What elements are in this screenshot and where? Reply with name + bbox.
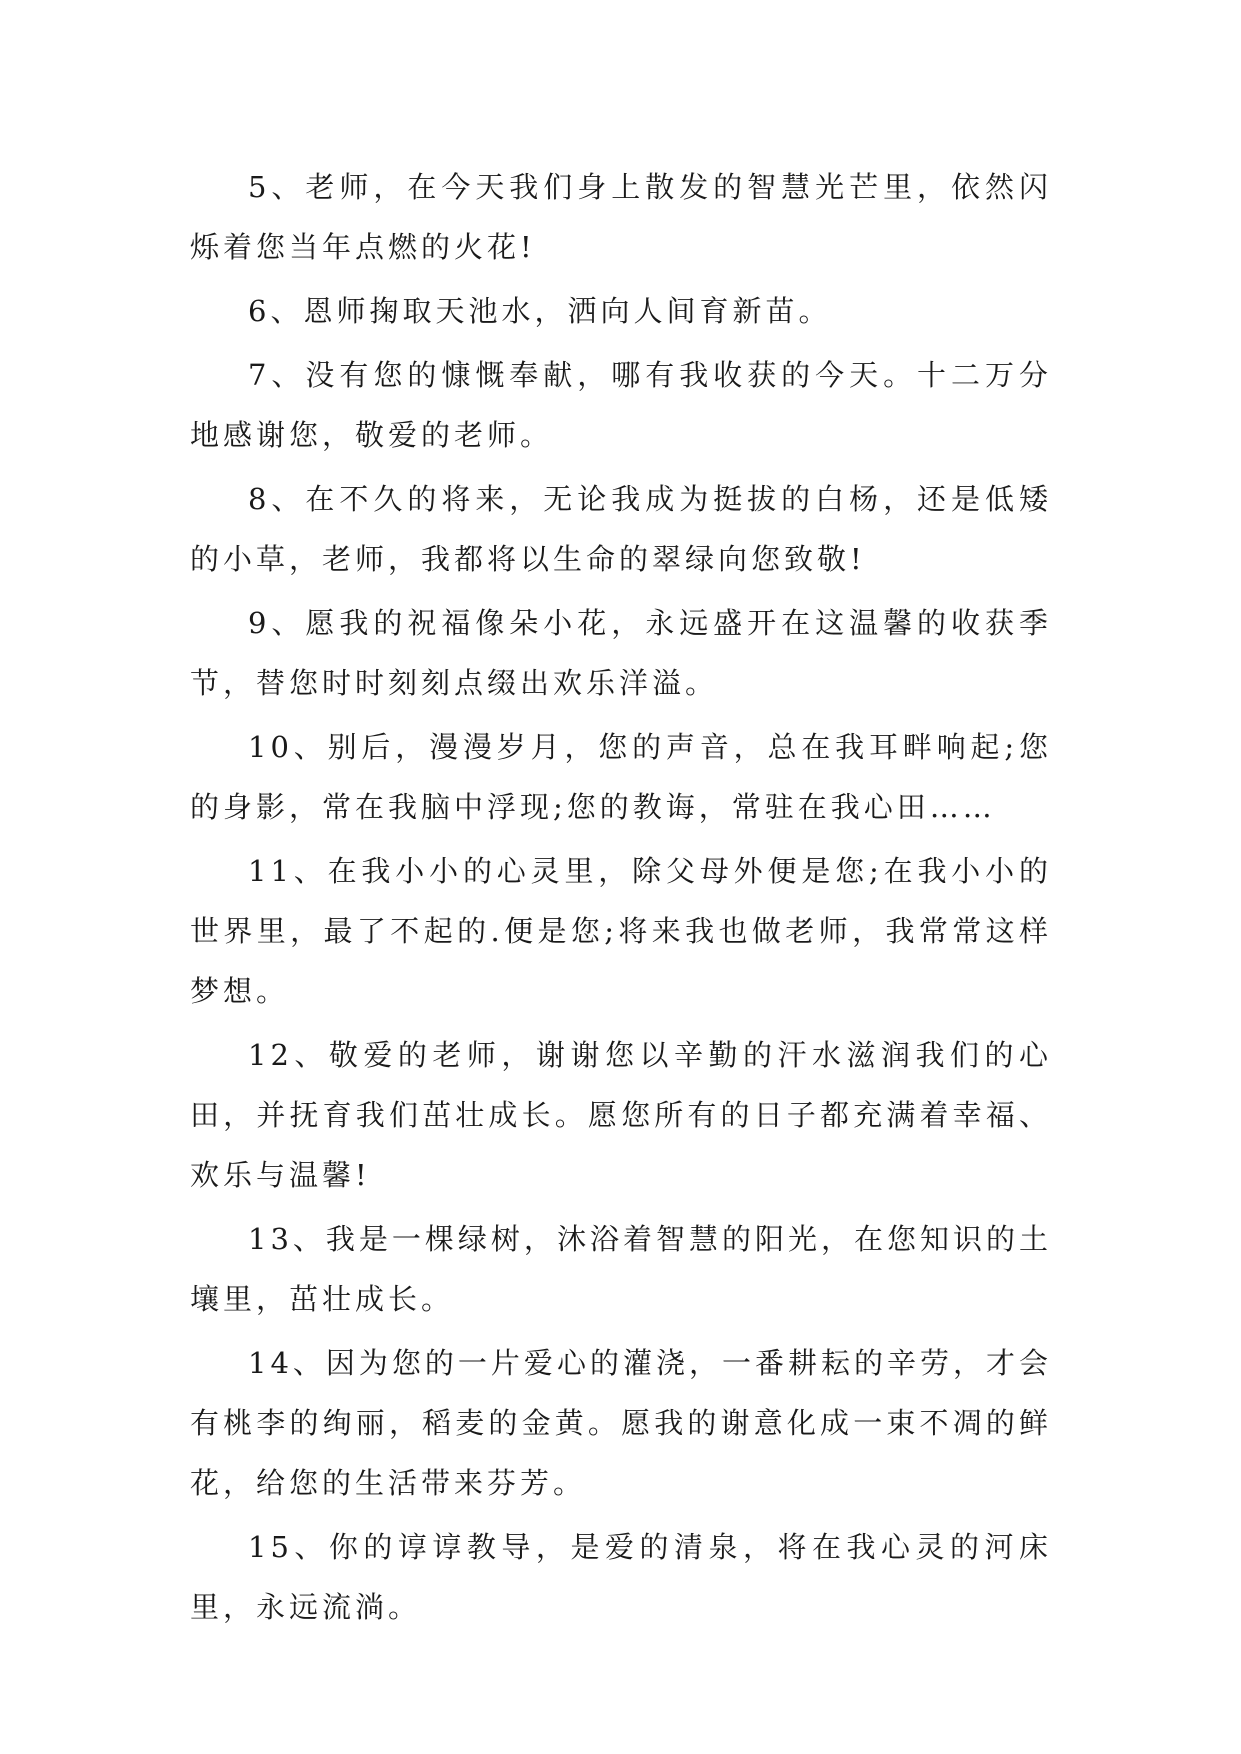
- paragraph-12: 12、敬爱的老师，谢谢您以辛勤的汗水滋润我们的心田，并抚育我们茁壮成长。愿您所有的日子都充满着幸福、欢乐与温馨!: [190, 1038, 1052, 1192]
- document-body: [190, 157, 1052, 1641]
- paragraph-8: 8、在不久的将来，无论我成为挺拔的白杨，还是低矮的小草，老师，我都将以生命的翠绿向您致敬!: [190, 482, 1052, 576]
- paragraph-13: 13、我是一棵绿树，沐浴着智慧的阳光，在您知识的土壤里，茁壮成长。: [190, 1222, 1052, 1316]
- paragraph-14: 14、因为您的一片爱心的灌浇，一番耕耘的辛劳，才会有桃李的绚丽，稻麦的金黄。愿我的谢意化成一束不凋的鲜花，给您的生活带来芬芳。: [190, 1346, 1052, 1500]
- paragraph-5: 5、老师，在今天我们身上散发的智慧光芒里，依然闪烁着您当年点燃的火花!: [190, 170, 1052, 264]
- paragraph-7: 7、没有您的慷慨奉献，哪有我收获的今天。十二万分地感谢您，敬爱的老师。: [190, 358, 1052, 452]
- paragraph-6: 6、恩师掬取天池水，洒向人间育新苗。: [248, 294, 832, 328]
- paragraph-15: 15、你的谆谆教导，是爱的清泉，将在我心灵的河床里，永远流淌。: [190, 1530, 1052, 1624]
- paragraph-10: 10、别后，漫漫岁月，您的声音，总在我耳畔响起;您的身影，常在我脑中浮现;您的教诲，常驻在我心田……: [190, 730, 1052, 824]
- paragraph-9: 9、愿我的祝福像朵小花，永远盛开在这温馨的收获季节，替您时时刻刻点缀出欢乐洋溢。: [190, 606, 1052, 700]
- paragraph-11: 11、在我小小的心灵里，除父母外便是您;在我小小的世界里，最了不起的.便是您;将来我也做老师，我常常这样梦想。: [190, 854, 1052, 1008]
